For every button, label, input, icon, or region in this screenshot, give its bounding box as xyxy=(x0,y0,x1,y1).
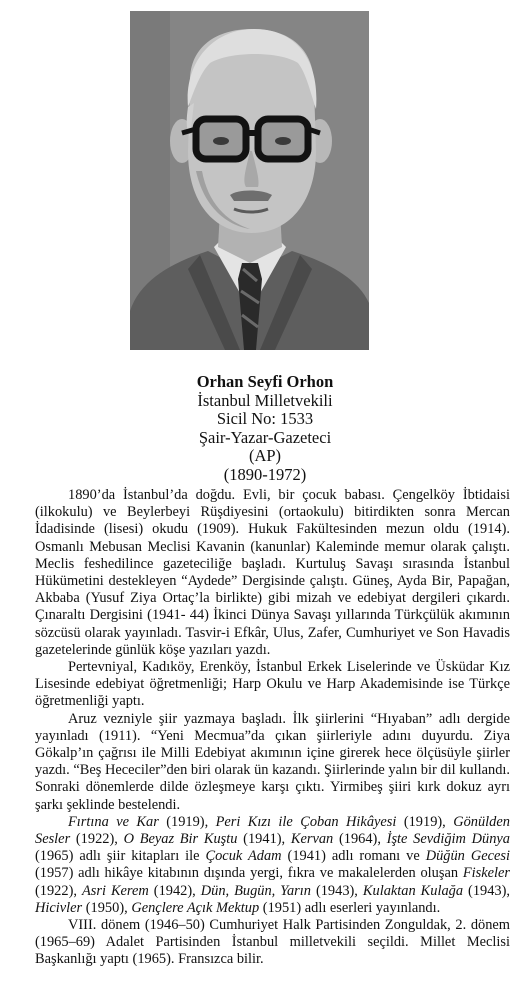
work-title: İşte Sevdiğim Dünya xyxy=(386,831,510,848)
constituency: İstanbul Milletvekili xyxy=(197,390,333,410)
work-year: (1922), xyxy=(70,831,124,848)
life-years: (1890-1972) xyxy=(223,464,307,484)
work-title: Fiskeler xyxy=(462,865,510,882)
work-title: Dün, Bugün, Yarın xyxy=(200,882,311,899)
work-title: O Beyaz Bir Kuştu xyxy=(123,831,238,848)
biography-text xyxy=(35,487,510,969)
work-year: (1941) adlı romanı ve xyxy=(281,848,426,865)
work-year: (1964), xyxy=(333,831,387,848)
work-year: (1941), xyxy=(237,831,291,848)
work-title: Gençlere Açık Mektup xyxy=(131,899,260,916)
work-year: (1965) adlı şiir kitapları ile xyxy=(35,848,206,865)
portrait-photo xyxy=(130,11,369,350)
work-year: (1951) adlı eserleri yayınlandı. xyxy=(259,899,441,916)
person-name: Orhan Seyfi Orhon xyxy=(196,372,334,391)
work-title: Çocuk Adam xyxy=(205,848,282,865)
works-paragraph xyxy=(35,814,510,917)
work-title: Peri Kızı ile Çoban Hikâyesi xyxy=(215,813,397,830)
work-year: (1943), xyxy=(310,882,363,899)
work-year: (1942), xyxy=(148,882,201,899)
registry-number: Sicil No: 1533 xyxy=(216,409,314,429)
work-year: (1919), xyxy=(396,813,454,830)
party: (AP) xyxy=(248,446,282,466)
work-year: (1922), xyxy=(35,882,82,899)
work-title: Gönülden Sesler xyxy=(35,813,510,848)
work-year: (1957) adlı hikâye kitabının dışında yergi, fıkra ve makalelerden oluşan xyxy=(35,865,463,882)
work-year: (1950), xyxy=(82,899,132,916)
work-year: (1943), xyxy=(463,882,511,899)
work-year: (1919), xyxy=(158,813,216,830)
biography-paragraph: Pertevniyal, Kadıköy, Erenköy, İstanbul Erkek Liselerinde ve Üsküdar Kız Lisesinde edebiyat öğretmenliği; Harp Okulu ve Harp Akademisinde ise Türkçe öğretmenliği yaptı. xyxy=(35,659,510,710)
profile-header xyxy=(0,373,530,485)
biography-paragraph: 1890’da İstanbul’da doğdu. Evli, bir çocuk babası. Çengelköy İbtidaisi (ilkokulu) ve Beylerbeyi Rüşdiyesini (ortaokulu) bitirdikten sonra Mercan İdadisinde (lisesi) okudu (1909). Hukuk Fakültesinden mezun oldu (1914). Osmanlı Mebusan Meclisi Kavanin (kanunlar) Kaleminde memur olarak çalıştı. Meclis feshedilince gazeteciliğe başladı. Kurtuluş Savaşı sırasında İstanbul Hükümetini destekleyen “Aydede” Dergisinde çalıştı. Güneş, Ayda Bir, Papağan, Akbaba (Yusuf Ziya Ortaç’la birlikte) gibi mizah ve edebiyat dergileri çıkardı. Çınaraltı Dergisini (1941- 44) İkinci Dünya Savaşı yıllarında Türkçülük akımının sözcüsü olarak yayınladı. Tasvir-i Efkâr, Ulus, Zafer, Cumhuriyet ve Son Havadis gazetelerinde günlük köşe yazıları yazdı. xyxy=(35,487,510,658)
work-title: Düğün Gecesi xyxy=(425,848,510,865)
profession: Şair-Yazar-Gazeteci xyxy=(198,427,332,447)
work-title: Kervan xyxy=(290,831,334,848)
portrait-illustration xyxy=(130,11,369,350)
work-title: Kulaktan Kulağa xyxy=(362,882,464,899)
work-title: Fırtına ve Kar xyxy=(68,813,159,830)
work-title: Asri Kerem xyxy=(81,882,149,899)
closing-paragraph: VIII. dönem (1946–50) Cumhuriyet Halk Partisinden Zonguldak, 2. dönem (1965–69) Adalet Partisinden İstanbul milletvekili seçildi. Millet Meclisi Başkanlığı yaptı (1965). Fransızca bilir. xyxy=(35,917,510,968)
biography-paragraph: Aruz vezniyle şiir yazmaya başladı. İlk şiirlerini “Hıyaban” adlı dergide yayınladı (1911). “Yeni Mecmua”da çıkan şiirleriyle adını duyurdu. Ziya Gökalp’ın çağrısı ile Milli Edebiyat akımının içine girerek hece ölçüsüyle şiirler yazdı. “Beş Hececiler”den biri olarak ün kazandı. Şiirlerinde yalın bir dil kullandı. Sonraki dönemlerde dilde özleşmeye karşı çıktı. Yirmibeş şiiri kırk dokuz ayrı şarkı şeklinde bestelendi. xyxy=(35,710,510,813)
work-title: Hicivler xyxy=(35,899,83,916)
